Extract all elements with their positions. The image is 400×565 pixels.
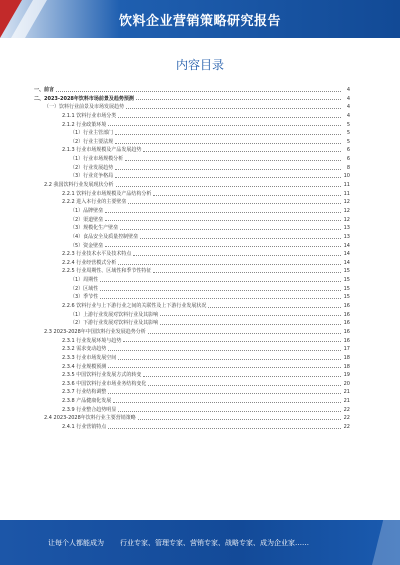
toc-entry-page: 6 xyxy=(346,147,350,154)
toc-entry-label: 2.3.6 中国饮料行业市场业务结构变化 xyxy=(62,380,147,387)
toc-entry[interactable] xyxy=(34,259,350,268)
toc-entry[interactable] xyxy=(34,172,350,181)
toc-entry-page: 16 xyxy=(343,311,350,318)
toc-entry-page: 11 xyxy=(343,182,350,189)
table-of-contents xyxy=(34,86,350,432)
toc-leader-dots xyxy=(143,376,341,377)
toc-leader-dots xyxy=(115,169,341,170)
toc-entry[interactable] xyxy=(34,138,350,147)
toc-entry-page: 11 xyxy=(343,190,350,197)
toc-entry[interactable] xyxy=(34,414,350,423)
toc-entry[interactable] xyxy=(34,86,350,95)
toc-entry-page: 14 xyxy=(343,251,350,258)
toc-leader-dots xyxy=(108,350,341,351)
toc-entry[interactable] xyxy=(34,397,350,406)
toc-entry[interactable] xyxy=(34,345,350,354)
toc-entry[interactable] xyxy=(34,250,350,259)
toc-entry-label: 2.3.9 行业整合趋势明显 xyxy=(62,406,117,413)
toc-entry-label: （2）行业主要法规 xyxy=(70,138,114,145)
toc-entry-page: 4 xyxy=(346,112,350,119)
toc-entry[interactable] xyxy=(34,423,350,432)
toc-leader-dots xyxy=(136,99,341,100)
page-header xyxy=(0,0,400,38)
toc-entry-label: 2.3.5 中国饮料行业发展方式的转变 xyxy=(62,372,142,379)
toc-leader-dots xyxy=(115,134,341,135)
toc-entry-label: 2.3.7 行业结构调整 xyxy=(62,389,107,396)
toc-leader-dots xyxy=(118,117,341,118)
page-footer xyxy=(0,520,400,565)
toc-entry-page: 4 xyxy=(346,95,350,102)
toc-entry[interactable] xyxy=(34,146,350,155)
toc-leader-dots xyxy=(113,402,341,403)
toc-leader-dots xyxy=(126,108,341,109)
toc-entry-label: （3）规模化生产壁垒 xyxy=(70,225,119,232)
toc-leader-dots xyxy=(108,125,341,126)
toc-entry-label: 2.3.8 产品健康化发展 xyxy=(62,398,112,405)
toc-leader-dots xyxy=(143,151,341,152)
toc-entry-label: 2.1.3 行业市场规模及产品发展趋势 xyxy=(62,147,142,154)
toc-entry[interactable] xyxy=(34,129,350,138)
toc-entry-label: 二、2023-2028年饮料市场前景及趋势预测 xyxy=(34,95,134,102)
toc-leader-dots xyxy=(140,238,341,239)
toc-entry-page: 21 xyxy=(343,398,350,405)
toc-leader-dots xyxy=(118,411,341,412)
toc-entry[interactable] xyxy=(34,337,350,346)
toc-entry[interactable] xyxy=(34,181,350,190)
toc-leader-dots xyxy=(108,393,341,394)
toc-leader-dots xyxy=(100,290,341,291)
toc-leader-dots xyxy=(125,160,341,161)
toc-entry[interactable] xyxy=(34,224,350,233)
toc-entry-label: 2.3.1 行业发展环境与趋势 xyxy=(62,337,122,344)
toc-entry-label: （一）饮料行业前景及市场发展趋势 xyxy=(44,104,125,111)
toc-leader-dots xyxy=(148,385,341,386)
toc-entry-page: 15 xyxy=(343,268,350,275)
toc-entry-page: 15 xyxy=(343,277,350,284)
toc-entry-label: 2.4 2023-2028年饮料行业主要营销策略 xyxy=(44,415,136,422)
toc-leader-dots xyxy=(128,203,341,204)
toc-entry-page: 17 xyxy=(343,346,350,353)
toc-leader-dots xyxy=(108,367,341,368)
toc-leader-dots xyxy=(105,246,341,247)
toc-entry-page: 22 xyxy=(343,423,350,430)
toc-entry[interactable] xyxy=(34,406,350,415)
toc-entry-label: （5）资金壁垒 xyxy=(70,242,104,249)
toc-entry[interactable] xyxy=(34,103,350,112)
toc-entry-page: 16 xyxy=(343,328,350,335)
toc-heading: 内容目录 xyxy=(175,58,224,72)
toc-entry-page: 10 xyxy=(343,173,350,180)
toc-entry-label: （3）季节性 xyxy=(70,294,99,301)
toc-leader-dots xyxy=(105,220,341,221)
toc-entry[interactable] xyxy=(34,285,350,294)
toc-entry[interactable] xyxy=(34,216,350,225)
toc-entry-label: 2.2.3 行业技术水平及技术特点 xyxy=(62,251,132,258)
toc-entry[interactable] xyxy=(34,121,350,130)
toc-entry-page: 21 xyxy=(343,389,350,396)
report-title: 饮料企业营销策略研究报告 xyxy=(118,14,281,29)
toc-leader-dots xyxy=(138,419,341,420)
toc-entry[interactable] xyxy=(34,311,350,320)
toc-entry[interactable] xyxy=(34,155,350,164)
toc-leader-dots xyxy=(118,264,341,265)
toc-entry-page: 4 xyxy=(346,87,350,93)
toc-leader-dots xyxy=(108,428,341,429)
toc-entry-page: 5 xyxy=(346,138,350,145)
toc-entry-page: 19 xyxy=(343,372,350,379)
toc-leader-dots xyxy=(148,333,341,334)
toc-entry-page: 20 xyxy=(343,380,350,387)
toc-entry-label: 2.2.5 行业周期性、区域性和季节性特征 xyxy=(62,268,152,275)
toc-leader-dots xyxy=(153,272,341,273)
toc-entry-page: 13 xyxy=(343,233,350,240)
toc-entry-page: 18 xyxy=(343,354,350,361)
toc-entry-page: 16 xyxy=(343,303,350,310)
toc-leader-dots xyxy=(100,281,341,282)
toc-entry-label: 2.3.2 需求变动趋势 xyxy=(62,346,107,353)
toc-entry[interactable] xyxy=(34,95,350,104)
footer-slogan: 让每个人都能成为 xyxy=(48,539,104,547)
toc-entry-page: 13 xyxy=(343,225,350,232)
toc-entry-page: 15 xyxy=(343,294,350,301)
toc-entry[interactable] xyxy=(34,371,350,380)
footer-accent xyxy=(372,520,400,565)
toc-leader-dots xyxy=(105,212,341,213)
toc-entry-label: 2.1.1 饮料行业市场分类 xyxy=(62,112,117,119)
footer-roles: 行业专家、管理专家、营销专家、战略专家、成为企业家…… xyxy=(120,539,309,547)
toc-leader-dots xyxy=(56,91,341,92)
toc-entry-page: 16 xyxy=(343,320,350,327)
toc-entry-label: 2.3.4 行业规模预测 xyxy=(62,363,107,370)
toc-entry-page: 4 xyxy=(346,104,350,111)
toc-leader-dots xyxy=(115,143,341,144)
toc-entry-page: 12 xyxy=(343,207,350,214)
toc-entry-label: 2.2.6 饮料行业与上下游行业之间的关联性及上下游行业发展状况 xyxy=(62,303,207,310)
toc-entry-label: （1）周期性 xyxy=(70,277,99,284)
toc-leader-dots xyxy=(115,177,341,178)
toc-leader-dots xyxy=(118,359,341,360)
toc-leader-dots xyxy=(116,186,341,187)
toc-entry-page: 15 xyxy=(343,285,350,292)
toc-entry[interactable] xyxy=(34,328,350,337)
toc-entry-page: 12 xyxy=(343,216,350,223)
toc-entry-label: 2.4.1 行业营销特点 xyxy=(62,423,107,430)
toc-entry[interactable] xyxy=(34,164,350,173)
toc-entry[interactable] xyxy=(34,319,350,328)
toc-entry-label: （3）行业竞争格局 xyxy=(70,173,114,180)
toc-entry[interactable] xyxy=(34,276,350,285)
toc-entry-label: （1）行业主管部门 xyxy=(70,130,114,137)
toc-leader-dots xyxy=(160,324,341,325)
toc-leader-dots xyxy=(208,307,341,308)
toc-leader-dots xyxy=(133,255,341,256)
toc-entry-label: （1）行业市场规模分析 xyxy=(70,156,124,163)
toc-entry[interactable] xyxy=(34,302,350,311)
toc-entry-page: 18 xyxy=(343,363,350,370)
toc-entry-page: 12 xyxy=(343,199,350,206)
toc-entry[interactable] xyxy=(34,267,350,276)
toc-entry-label: 2.2.2 进入本行业的主要壁垒 xyxy=(62,199,127,206)
toc-entry[interactable] xyxy=(34,190,350,199)
toc-entry-label: 2.3.3 行业市场发展空间 xyxy=(62,354,117,361)
toc-entry[interactable] xyxy=(34,112,350,121)
toc-entry-label: 一、前言 xyxy=(34,87,55,93)
toc-entry[interactable] xyxy=(34,388,350,397)
toc-entry-page: 14 xyxy=(343,242,350,249)
toc-entry-label: （1）品牌壁垒 xyxy=(70,207,104,214)
toc-entry-page: 5 xyxy=(346,130,350,137)
toc-entry-label: （2）下游行业发展对饮料行业及其影响 xyxy=(70,320,159,327)
toc-entry[interactable] xyxy=(34,207,350,216)
toc-entry-label: （4）食品安全及质量控制壁垒 xyxy=(70,233,139,240)
toc-leader-dots xyxy=(120,229,341,230)
toc-entry[interactable] xyxy=(34,293,350,302)
toc-entry-page: 5 xyxy=(346,121,350,128)
toc-leader-dots xyxy=(100,298,341,299)
toc-entry[interactable] xyxy=(34,198,350,207)
toc-entry-label: 2.2.1 饮料行业市场规模及产品结构分析 xyxy=(62,190,152,197)
toc-entry[interactable] xyxy=(34,380,350,389)
toc-entry-label: 2.1.2 行业政策环境 xyxy=(62,121,107,128)
toc-entry[interactable] xyxy=(34,363,350,372)
toc-leader-dots xyxy=(160,315,341,316)
toc-entry-label: （2）行业发展趋势 xyxy=(70,164,114,171)
toc-entry-page: 22 xyxy=(343,406,350,413)
toc-entry-page: 22 xyxy=(343,415,350,422)
toc-entry-page: 16 xyxy=(343,337,350,344)
toc-entry[interactable] xyxy=(34,233,350,242)
toc-entry-label: （2）区域性 xyxy=(70,285,99,292)
toc-entry-page: 6 xyxy=(346,156,350,163)
toc-entry-page: 14 xyxy=(343,259,350,266)
toc-entry[interactable] xyxy=(34,242,350,251)
toc-entry-label: （1）上游行业发展对饮料行业及其影响 xyxy=(70,311,159,318)
toc-leader-dots xyxy=(123,341,341,342)
toc-entry-label: （2）渠道壁垒 xyxy=(70,216,104,223)
toc-entry-label: 2.2.4 行业经营模式分析 xyxy=(62,259,117,266)
toc-entry-label: 2.3 2023-2028年中国饮料行业发展趋势分析 xyxy=(44,328,146,335)
toc-entry-page: 8 xyxy=(346,164,350,171)
toc-leader-dots xyxy=(153,195,341,196)
toc-entry[interactable] xyxy=(34,354,350,363)
toc-entry-label: 2.2 我国饮料行业发展现状分析 xyxy=(44,182,114,189)
